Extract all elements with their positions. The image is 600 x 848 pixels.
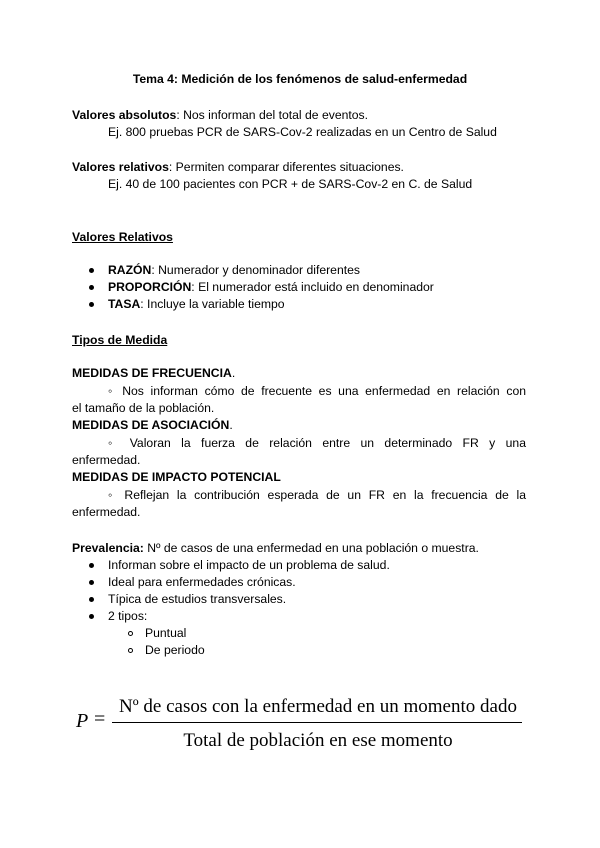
prevalencia-item: Ideal para enfermedades crónicas.: [108, 575, 296, 589]
prevalencia-text: Nº de casos de una enfermedad en una población o muestra.: [143, 541, 479, 555]
prevalencia-item: 2 tipos:: [108, 609, 148, 623]
bullet-icon: [89, 302, 94, 307]
relativos-heading: Valores Relativos: [72, 230, 173, 244]
asociacion-dot: .: [229, 418, 233, 432]
asociacion-line1: ◦ Valoran la fuerza de relación entre un determinado FR y una: [108, 436, 526, 450]
page-title: Tema 4: Medición de los fenómenos de salud-enfermedad: [132, 72, 468, 86]
list-item-razon: [108, 263, 360, 278]
absolutos-text: : Nos informan del total de eventos.: [176, 108, 369, 122]
formula-denominator: Total de población en ese momento: [183, 730, 453, 751]
proporcion-text: : El numerador está incluido en denominador: [191, 280, 434, 294]
subitem-puntual: Puntual: [145, 626, 187, 640]
formula-equals: =: [94, 708, 106, 730]
proporcion-term: PROPORCIÓN: [108, 280, 192, 294]
razon-term: RAZÓN: [108, 263, 152, 277]
impacto-title-line: [72, 470, 281, 485]
frecuencia-title-line: [72, 366, 235, 381]
relativos-example: Ej. 40 de 100 pacientes con PCR + de SARS-Cov-2 en C. de Salud: [108, 177, 473, 191]
relativos-line: [72, 160, 404, 175]
subitem-periodo: De periodo: [145, 643, 205, 657]
bullet-icon: [89, 580, 94, 585]
prevalencia-line: [72, 541, 479, 556]
tipos-heading: Tipos de Medida: [72, 333, 168, 347]
absolutos-label: Valores absolutos: [72, 108, 177, 122]
bullet-icon: [89, 563, 94, 568]
impacto-title: MEDIDAS DE IMPACTO POTENCIAL: [72, 470, 281, 484]
fraction-bar: [112, 722, 522, 723]
bullet-icon: [89, 285, 94, 290]
frecuencia-line1: ◦ Nos informan cómo de frecuente es una enfermedad en relación con: [108, 384, 526, 398]
bullet-icon: [89, 597, 94, 602]
bullet-icon: [89, 268, 94, 273]
prevalence-formula: [72, 690, 528, 762]
tasa-text: : Incluye la variable tiempo: [140, 297, 285, 311]
prevalencia-label: Prevalencia:: [72, 541, 144, 555]
frecuencia-dot: .: [231, 366, 236, 380]
frecuencia-title: MEDIDAS DE FRECUENCIA: [72, 366, 232, 380]
tasa-term: TASA: [108, 297, 141, 311]
formula-numerator: Nº de casos con la enfermedad en un momento dado: [119, 696, 517, 717]
absolutos-example: Ej. 800 pruebas PCR de SARS-Cov-2 realizadas en un Centro de Salud: [108, 125, 497, 139]
prevalencia-item: Informan sobre el impacto de un problema de salud.: [108, 558, 390, 572]
circle-bullet-icon: [128, 631, 133, 636]
razon-text: : Numerador y denominador diferentes: [151, 263, 360, 277]
frecuencia-line2: el tamaño de la población.: [72, 401, 215, 415]
bullet-icon: [89, 614, 94, 619]
impacto-line2: enfermedad.: [72, 505, 141, 519]
relativos-text: : Permiten comparar diferentes situaciones.: [168, 160, 404, 174]
list-item-tasa: [108, 297, 285, 312]
formula-lhs: P: [76, 710, 89, 732]
asociacion-title: MEDIDAS DE ASOCIACIÓN: [72, 418, 230, 432]
asociacion-line2: enfermedad.: [72, 453, 141, 467]
relativos-label: Valores relativos: [72, 160, 169, 174]
circle-bullet-icon: [128, 648, 133, 653]
asociacion-title-line: [72, 418, 233, 433]
impacto-line1: ◦ Reflejan la contribución esperada de un FR en la frecuencia de la: [108, 488, 526, 502]
list-item-proporcion: [108, 280, 434, 295]
absolutos-line: [72, 108, 368, 123]
prevalencia-item: Típica de estudios transversales.: [108, 592, 287, 606]
